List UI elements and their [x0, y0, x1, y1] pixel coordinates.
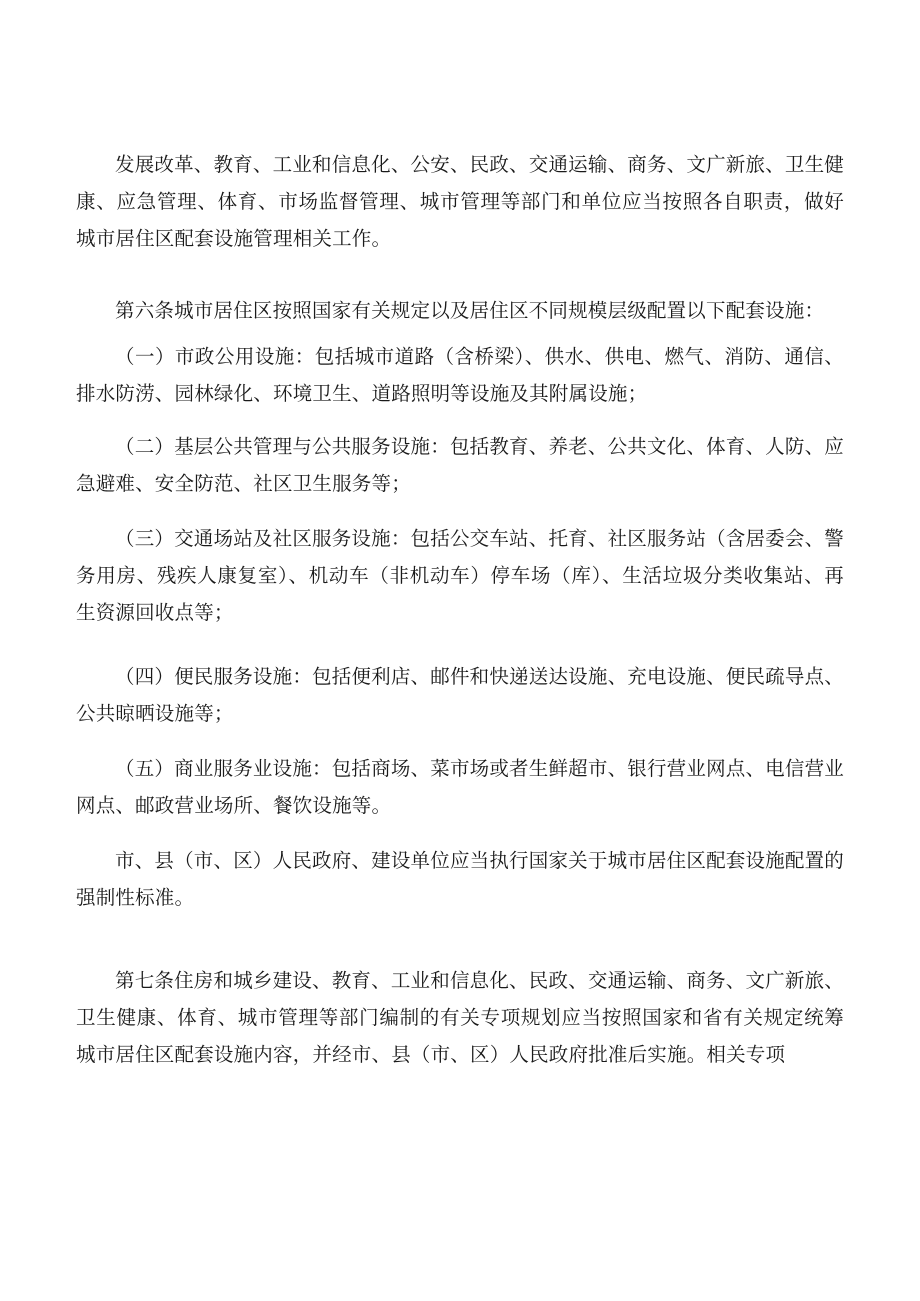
paragraph-item-5-commercial: （五）商业服务业设施：包括商场、菜市场或者生鲜超市、银行营业网点、电信营业网点、邮政营业场所、餐饮设施等。	[76, 757, 844, 817]
paragraph-article-6: 第六条城市居住区按照国家有关规定以及居住区不同规模层级配置以下配套设施：	[115, 299, 825, 322]
paragraph-mandatory-standards: 市、县（市、区）人民政府、建设单位应当执行国家关于城市居住区配套设施配置的强制性标准。	[76, 849, 844, 909]
paragraph-departments-duties: 发展改革、教育、工业和信息化、公安、民政、交通运输、商务、文广新旅、卫生健康、应急管理、体育、市场监督管理、城市管理等部门和单位应当按照各自职责，做好城市居住区配套设施管理相关工作。	[76, 153, 844, 250]
paragraph-item-1-municipal: （一）市政公用设施：包括城市道路（含桥梁）、供水、供电、燃气、消防、通信、排水防涝、园林绿化、环境卫生、道路照明等设施及其附属设施；	[76, 345, 844, 405]
paragraph-item-4-convenience: （四）便民服务设施：包括便利店、邮件和快递送达设施、充电设施、便民疏导点、公共晾晒设施等；	[76, 665, 844, 725]
paragraph-article-7: 第七条住房和城乡建设、教育、工业和信息化、民政、交通运输、商务、文广新旅、卫生健康、体育、城市管理等部门编制的有关专项规划应当按照国家和省有关规定统筹城市居住区配套设施内容，并经市、县（市、区）人民政府批准后实施。相关专项	[76, 969, 844, 1066]
paragraph-item-2-public-service: （二）基层公共管理与公共服务设施：包括教育、养老、公共文化、体育、人防、应急避难、安全防范、社区卫生服务等；	[76, 435, 844, 495]
paragraph-item-3-transport-community: （三）交通场站及社区服务设施：包括公交车站、托育、社区服务站（含居委会、警务用房、残疾人康复室）、机动车（非机动车）停车场（库）、生活垃圾分类收集站、再生资源回收点等；	[76, 527, 844, 624]
